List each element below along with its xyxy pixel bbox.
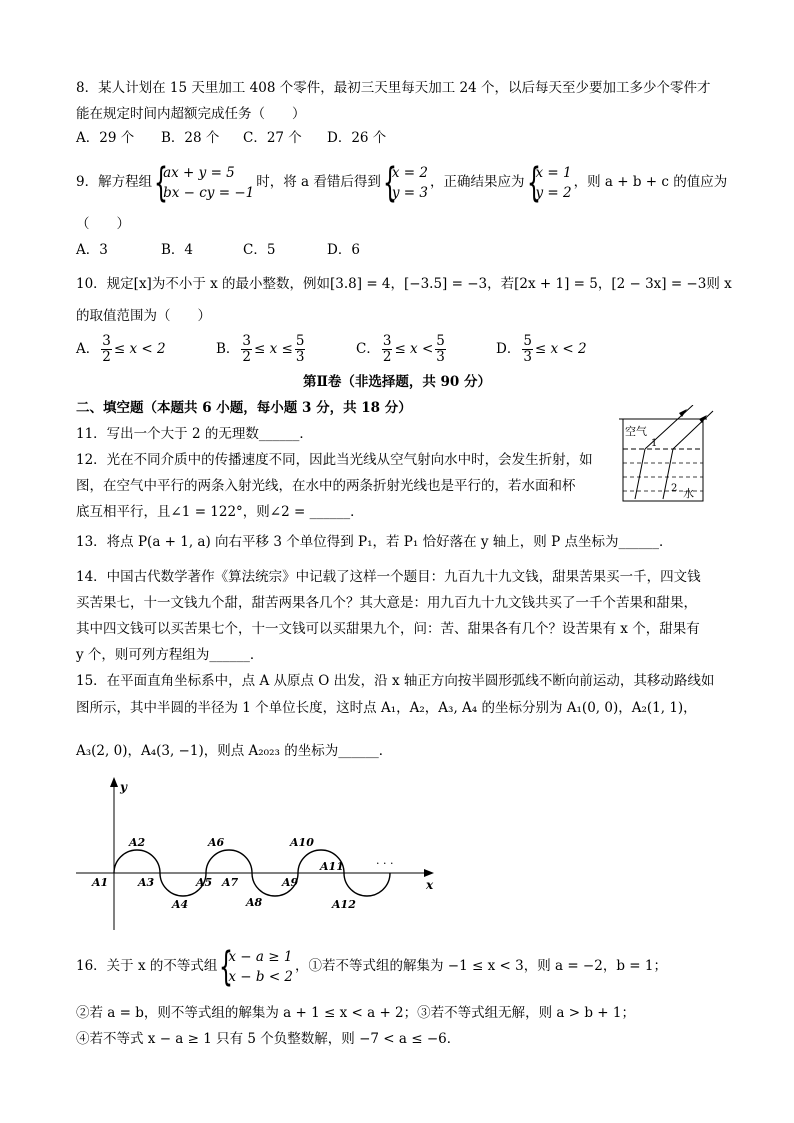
q10-b-lden: 2 <box>242 349 252 365</box>
q8-option-a: A．29 个 <box>76 130 135 146</box>
q14-line1: 14．中国古代数学著作《算法统宗》中记载了这样一个题目：九百九十九文钱，甜果苦果买一千，四文钱 <box>76 569 701 585</box>
point-label-a3: A3 <box>138 876 155 889</box>
q12-line1: 12．光在不同介质中的传播速度不同，因此当光线从空气射向水中时，会发生折射，如 <box>76 452 593 468</box>
q16-system: { x − a ≥ 1 x − b < 2 <box>219 943 294 990</box>
refracted-ray-1 <box>635 449 645 499</box>
fig-angle1-label: 1 <box>651 438 658 449</box>
q10-option-d <box>496 334 587 365</box>
q16-line2: ②若 a = b，则不等式组的解集为 a + 1 ≤ x < a + 2；③若不等式组无解，则 a > b + 1； <box>76 1005 635 1021</box>
q10-c-rden: 3 <box>436 349 445 365</box>
q10-d-den: 3 <box>523 349 532 365</box>
point-label-a5: A5 <box>196 876 213 889</box>
q10-a-rest: ≤ x < 2 <box>113 341 166 357</box>
q10-option-c-label: C． <box>356 341 380 357</box>
q10-c-mid: ≤ x < <box>394 341 434 357</box>
q10-option-b <box>216 334 307 365</box>
q10-c-lden: 2 <box>382 349 392 365</box>
q14-line4: y 个，则可列方程组为______． <box>76 647 264 663</box>
y-axis-arrow-icon <box>110 777 118 787</box>
q10-option-c <box>356 334 448 365</box>
q16-prefix: 16．关于 x 的不等式组 <box>76 958 218 974</box>
q12-line3: 底互相平行，且∠1 = 122°，则∠2 = ______． <box>76 504 364 520</box>
q8-line1: 8．某人计划在 15 天里加工 408 个零件，最初三天里每天加工 24 个，以后每天至少要加工多少个零件才 <box>76 80 711 96</box>
q9-option-d: D．6 <box>327 242 360 258</box>
q10-line1: 10．规定[x]为不小于 x 的最小整数，例如[3.8] = 4，[−3.5] = −3，若[2x + 1] = 5，[2 − 3x] = −3则 x <box>76 276 732 292</box>
q9-mid2: ，正确结果应为 <box>430 174 525 190</box>
x-axis-label: x <box>426 878 434 892</box>
q9-right1: x = 1 <box>535 164 572 181</box>
q10-c-lnum: 3 <box>382 333 392 349</box>
q14-line3: 其中四文钱可以买苦果七个，十一文钱可以买甜果九个，问：苦、甜果各有几个？设苦果有 x 个，甜果有 <box>76 621 700 637</box>
q9-right2: y = 2 <box>535 184 572 201</box>
point-label-a7: A7 <box>222 876 239 889</box>
q8-option-d: D．26 个 <box>327 130 387 146</box>
incident-ray-2 <box>673 411 713 449</box>
q16-ineq2: x − b < 2 <box>228 968 294 985</box>
q9-option-b: B．4 <box>161 242 194 258</box>
arrow-icon <box>679 409 687 417</box>
q11-text: 11．写出一个大于 2 的无理数______． <box>76 426 313 442</box>
q10-b-rden: 3 <box>295 349 305 365</box>
q10-line2: 的取值范围为（ ） <box>76 308 211 324</box>
q9-line1 <box>76 160 727 204</box>
point-label-a2: A2 <box>129 836 146 849</box>
continuation-dots: · · · <box>376 857 394 870</box>
q15-line1: 15．在平面直角坐标系中，点 A 从原点 O 出发，沿 x 轴正方向按半圆形弧线不断向前运动，其移动路线如 <box>76 673 715 689</box>
fig-angle2-label: 2 <box>671 483 678 494</box>
q9-line2: （ ） <box>76 216 130 232</box>
q16-line1 <box>76 944 667 988</box>
q10-d-rest: ≤ x < 2 <box>534 341 587 357</box>
q10-a-num: 3 <box>102 333 111 349</box>
q13-text: 13．将点 P(a + 1, a) 向右平移 3 个单位得到 P₁，若 P₁ 恰好落在 y 轴上，则 P 点坐标为______． <box>76 534 673 550</box>
semicircle-path-graph <box>70 775 450 935</box>
q10-option-d-label: D． <box>496 341 521 357</box>
q9-eq1: ax + y = 5 <box>163 164 235 181</box>
q9-option-c: C．5 <box>243 242 276 258</box>
q16-suffix: ，①若不等式组的解集为 −1 ≤ x < 3，则 a = −2，b = 1； <box>295 958 667 974</box>
point-label-a9: A9 <box>282 876 299 889</box>
refraction-figure <box>615 405 715 505</box>
q10-b-rnum: 5 <box>295 333 305 349</box>
q16-line3: ④若不等式 x − a ≥ 1 只有 5 个负整数解，则 −7 < a ≤ −6． <box>76 1031 461 1047</box>
q9-system: { ax + y = 5 bx − cy = −1 <box>154 159 255 206</box>
q10-a-den: 2 <box>102 349 111 365</box>
q10-b-mid: ≤ x ≤ <box>254 341 293 357</box>
point-label-a11: A11 <box>320 860 344 873</box>
q9-option-a: A．3 <box>76 242 108 258</box>
part2-heading: 二、填空题（本题共 6 小题，每小题 3 分，共 18 分） <box>76 400 412 416</box>
q8-line2: 能在规定时间内超额完成任务（ ） <box>76 106 306 122</box>
q10-option-a <box>76 334 166 365</box>
q9-wrong1: x = 2 <box>391 164 428 181</box>
q15-line3: A₃(2, 0)，A₄(3, −1)，则点 A₂₀₂₃ 的坐标为______． <box>76 743 393 759</box>
q10-d-num: 5 <box>523 333 532 349</box>
point-label-a8: A8 <box>246 896 263 909</box>
q9-suffix: ，则 a + b + c 的值应为 <box>573 174 728 190</box>
q12-line2: 图，在空气中平行的两条入射光线，在水中的两条折射光线也是平行的，若水面和杯 <box>76 478 576 494</box>
q15-line2: 图所示，其中半圆的半径为 1 个单位长度，这时点 A₁，A₂，A₃, A₄ 的坐标分别为 A₁(0, 0)，A₂(1, 1)， <box>76 700 697 716</box>
point-label-a12: A12 <box>332 898 356 911</box>
y-axis-label: y <box>120 780 127 794</box>
q10-option-a-label: A． <box>76 341 100 357</box>
q9-right-solution: { x = 1 y = 2 <box>526 159 572 206</box>
point-label-a1: A1 <box>92 876 109 889</box>
point-label-a6: A6 <box>208 836 225 849</box>
q8-option-c: C．27 个 <box>243 130 302 146</box>
q9-mid1: 时，将 a 看错后得到 <box>256 174 381 190</box>
section2-title: 第Ⅱ卷（非选择题，共 90 分） <box>302 374 492 390</box>
point-label-a4: A4 <box>172 898 189 911</box>
q16-ineq1: x − a ≥ 1 <box>228 948 293 965</box>
q9-eq2: bx − cy = −1 <box>163 184 255 201</box>
point-label-a10: A10 <box>290 836 314 849</box>
q14-line2: 买苦果七，十一文钱九个甜，甜苦两果各几个？其大意是：用九百九十九文钱共买了一千个苦果和甜果， <box>76 595 697 611</box>
q10-option-b-label: B． <box>216 341 240 357</box>
fig-air-label: 空气 <box>625 425 647 438</box>
q9-prefix: 9．解方程组 <box>76 174 153 190</box>
fig-water-label: 水 <box>683 487 694 500</box>
q9-wrong-solution: { x = 2 y = 3 <box>382 159 428 206</box>
q10-c-rnum: 5 <box>436 333 445 349</box>
x-axis-arrow-icon <box>424 869 434 877</box>
q10-b-lnum: 3 <box>242 333 252 349</box>
q9-wrong2: y = 3 <box>391 184 428 201</box>
q8-option-b: B．28 个 <box>161 130 220 146</box>
